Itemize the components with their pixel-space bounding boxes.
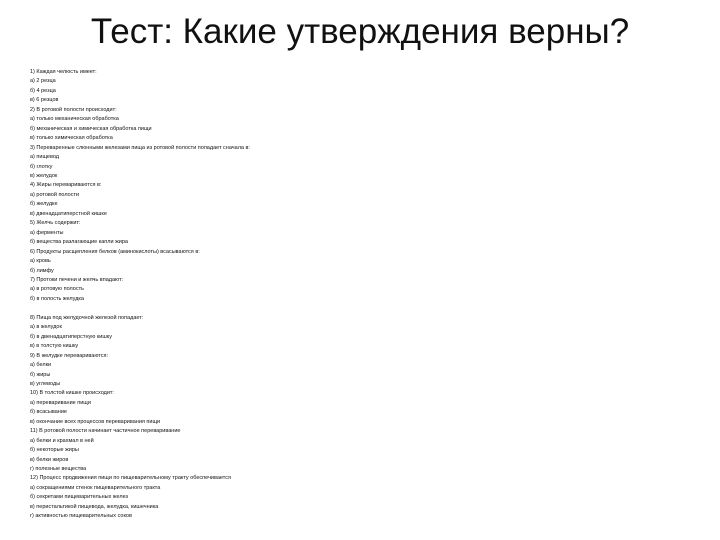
text-line: а) кровь [30,258,51,265]
text-line: б) вещества разлагающие капли жира [30,239,128,246]
text-line: б) в полость желудка [30,295,84,302]
text-line: а) белки [30,362,52,369]
question-list [30,68,630,522]
text-line: 4) Жиры перевариваются в: [30,182,102,189]
text-line: 9) В желудке перевариваются: [30,352,109,359]
text-line: в) двенадцатиперстной кишке [30,210,107,217]
text-line: в) окончание всех процессов переваривания пищи [30,418,161,425]
text-line: б) жиры [30,371,51,378]
text-line: а) белки и крахмал в ней [30,437,94,444]
text-line: 11) В ротовой полости начинает частичное переваривание [30,428,181,435]
text-line: а) ротовой полости [30,191,80,198]
text-line: 6) Продукты расщепления белков (аминокислоты) всасываются в: [30,248,200,255]
text-line: в) перистальтикой пищевода, желудка, кишечника [30,503,159,510]
text-line [30,304,630,313]
text-line: 2) В ротовой полости происходит: [30,106,117,113]
text-line: а) в желудок [30,324,62,331]
text-line: в) белки жиров [30,456,69,463]
text-line: а) только механическая обработка [30,116,119,123]
text-line: б) некоторые жиры [30,447,79,454]
text-line: г) полезные вещества [30,466,87,473]
text-line: б) механическая и химическая обработка пищи [30,125,152,132]
text-line: б) всасывание [30,409,67,416]
text-line: в) в толстую кишку [30,343,79,350]
text-line: а) переваривание пищи [30,399,91,406]
text-line: б) глотку [30,163,53,170]
text-line: 8) Пища под желудочной железой попадает: [30,314,144,321]
text-line: 5) Желчь содержит: [30,220,81,227]
text-line: 12) Процесс продвижения пищи по пищеварительному тракту обеспечивается [30,475,231,482]
text-line: 7) Протоки печени и желчь впадают: [30,276,124,283]
text-line: в) только химическая обработка [30,135,113,142]
text-line: а) 2 резца [30,78,56,85]
text-line: а) в ротовую полость [30,286,84,293]
text-line: 10) В толстой кишке происходит: [30,390,114,397]
slide-title: Тест: Какие утверждения верны? [90,12,630,51]
text-line: 3) Переваренные слюнными железами пища из ротовой полости попадает сначала в: [30,144,250,151]
text-line: в) желудок [30,172,58,179]
text-line: б) лимфу [30,267,54,274]
text-line: в) 6 резцов [30,97,59,104]
text-line: б) желудке [30,201,58,208]
text-line: 1) Каждая челюсть имеет: [30,69,97,75]
text-line: б) в двенадцатиперстную кишку [30,333,112,340]
text-line: а) сокращениями стенок пищеварительного тракта [30,484,161,491]
text-line: а) ферменты [30,229,64,236]
text-line: б) секретами пищеварительных желез [30,494,129,501]
text-line: б) 4 резца [30,87,56,94]
text-line: г) активностью пищеварительных соков [30,513,132,520]
text-line: в) углеводы [30,380,61,387]
text-line: а) пищевод [30,154,59,161]
